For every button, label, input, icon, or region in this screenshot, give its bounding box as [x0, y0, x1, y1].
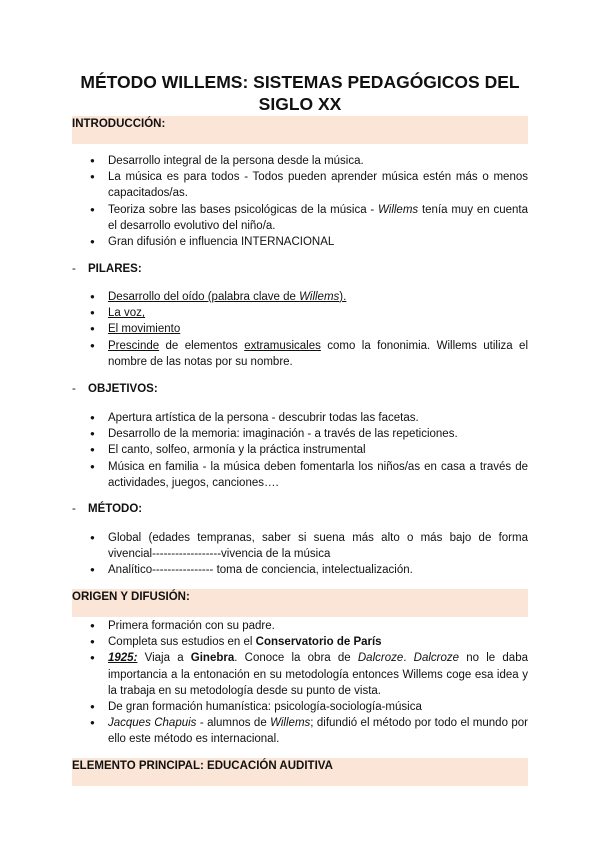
section-heading-objetivos: - OBJETIVOS:: [72, 383, 158, 395]
list-item: ● Completa sus estudios en el Conservatorio de París: [90, 634, 528, 650]
list-item: ● Teoriza sobre las bases psicológicas de la música - Willems tenía muy en cuenta el desarrollo evolutivo del niño/a.: [90, 202, 528, 234]
list-item: ● La música es para todos - Todos pueden aprender música estén más o menos capacitados/as.: [90, 169, 528, 201]
pilares-list: [90, 289, 528, 370]
section-heading-introduccion: INTRODUCCIÓN:: [72, 116, 528, 144]
page-title: [72, 71, 528, 115]
list-item: ● Desarrollo integral de la persona desde la música.: [90, 153, 528, 169]
title-line-1: MÉTODO WILLEMS: SISTEMAS PEDAGÓGICOS DEL: [80, 72, 520, 92]
intro-list: [90, 153, 528, 250]
list-item: ● Global (edades tempranas, saber si suena más alto o más bajo de forma vivencial------------------vivencia de la música: [90, 530, 528, 562]
list-item: ● Desarrollo del oído (palabra clave de Willems).: [90, 289, 528, 305]
list-item: ● El canto, solfeo, armonía y la práctica instrumental: [90, 442, 528, 458]
list-item: ● Desarrollo de la memoria: imaginación - a través de las repeticiones.: [90, 426, 528, 442]
origen-list: [90, 618, 528, 748]
list-item: ● Jacques Chapuis - alumnos de Willems; difundió el método por todo el mundo por ello este método es internacional.: [90, 715, 528, 747]
list-item: ● Primera formación con su padre.: [90, 618, 528, 634]
list-item: ● La voz,: [90, 305, 528, 321]
list-item: ● 1925: Viaja a Ginebra. Conoce la obra de Dalcroze. Dalcroze no le daba importancia a la entonación en su metodología entonces Willems coge esa idea y la trabaja en su metodología desde su punto de vista.: [90, 650, 528, 699]
section-heading-metodo: - MÉTODO:: [72, 503, 143, 515]
section-heading-origen: ORIGEN Y DIFUSIÓN:: [72, 589, 528, 617]
title-line-2: SIGLO XX: [258, 94, 342, 114]
list-item: ● De gran formación humanística: psicología-sociología-música: [90, 699, 528, 715]
list-item: ● Gran difusión e influencia INTERNACIONAL: [90, 234, 528, 250]
section-heading-pilares: - PILARES:: [72, 263, 142, 275]
list-item: ● El movimiento: [90, 321, 528, 337]
metodo-list: [90, 530, 528, 579]
list-item: ● Analítico---------------- toma de conciencia, intelectualización.: [90, 562, 528, 578]
list-item: ● Prescinde de elementos extramusicales como la fononimia. Willems utiliza el nombre de las notas por su nombre.: [90, 338, 528, 370]
section-heading-elemento-principal: ELEMENTO PRINCIPAL: EDUCACIÓN AUDITIVA: [72, 758, 528, 786]
list-item: ● Apertura artística de la persona - descubrir todas las facetas.: [90, 410, 528, 426]
list-item: ● Música en familia - la música deben fomentarla los niños/as en casa a través de actividades, juegos, canciones….: [90, 459, 528, 491]
objetivos-list: [90, 410, 528, 491]
